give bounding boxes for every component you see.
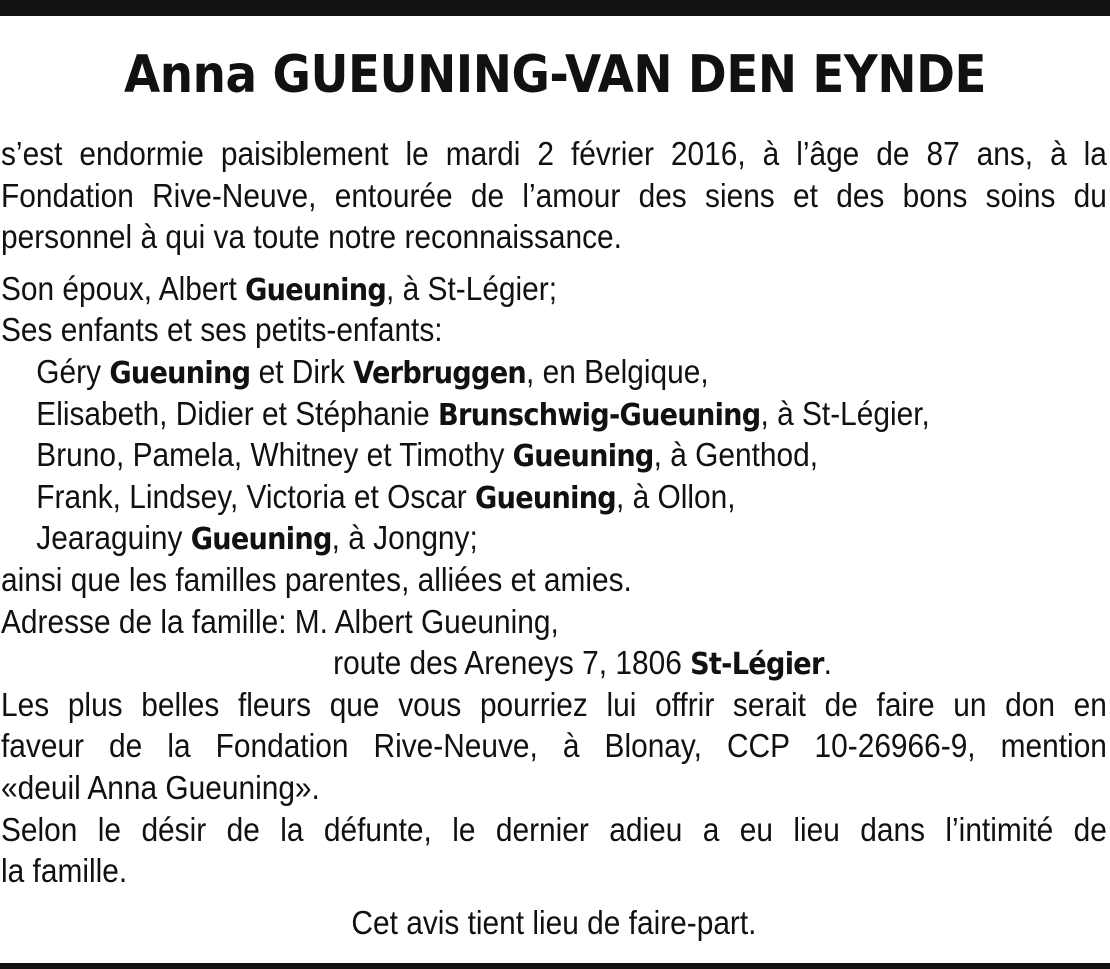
family-name: Gueuning	[512, 439, 654, 475]
families-line: ainsi que les familles parentes, alliées et amies.	[1, 560, 632, 598]
place-name: St-Légier	[690, 647, 824, 683]
family-name: Gueuning	[109, 355, 251, 391]
family-name: Gueuning	[245, 272, 387, 308]
child-line: Frank, Lindsey, Victoria et Oscar Gueuning, à Ollon,	[36, 477, 736, 516]
family-name: Gueuning	[190, 522, 332, 558]
farewell-line: la famille.	[1, 852, 128, 890]
family-name: Verbruggen	[353, 355, 527, 391]
address-line: route des Areneys 7, 1806 St-Légier.	[333, 644, 832, 683]
family-name: Gueuning	[475, 480, 617, 516]
intro-paragraph	[1, 133, 1105, 258]
flowers-paragraph	[1, 684, 1105, 809]
spouse-line: Son époux, Albert Gueuning, à St-Légier;	[1, 269, 558, 308]
intro-line: s’est endormie paisiblement le mardi 2 février 2016, à l’âge de 87 ans, à la	[1, 135, 1107, 172]
closing-line: Cet avis tient lieu de faire-part.	[351, 903, 757, 941]
flowers-line: faveur de la Fondation Rive-Neuve, à Blonay, CCP 10-26966-9, mention	[1, 727, 1107, 765]
intro-line: personnel à qui va toute notre reconnaissance.	[1, 218, 622, 256]
flowers-line: Les plus belles fleurs que vous pourriez lui offrir serait de faire un don en	[1, 685, 1107, 723]
children-heading: Ses enfants et ses petits-enfants:	[1, 311, 443, 349]
child-line: Elisabeth, Didier et Stéphanie Brunschwig-Gueuning, à St-Légier,	[36, 394, 930, 433]
intro-line: Fondation Rive-Neuve, entourée de l’amour des siens et des bons soins du	[1, 176, 1107, 214]
bottom-rule	[0, 963, 1110, 969]
deceased-name-title: Anna GUEUNING-VAN DEN EYNDE	[123, 45, 987, 105]
family-name: Brunschwig-Gueuning	[438, 397, 761, 433]
flowers-line: «deuil Anna Gueuning».	[1, 768, 320, 806]
farewell-paragraph	[1, 809, 1105, 892]
farewell-line: Selon le désir de la défunte, le dernier adieu a eu lieu dans l’intimité de	[1, 810, 1107, 848]
top-rule	[0, 0, 1110, 16]
notice-body	[1, 133, 1105, 943]
child-line: Géry Gueuning et Dirk Verbruggen, en Belgique,	[36, 352, 709, 391]
address-line: Adresse de la famille: M. Albert Gueuning,	[1, 602, 559, 640]
child-line: Bruno, Pamela, Whitney et Timothy Gueuning, à Genthod,	[36, 436, 819, 475]
child-line: Jearaguiny Gueuning, à Jongny;	[36, 519, 478, 558]
